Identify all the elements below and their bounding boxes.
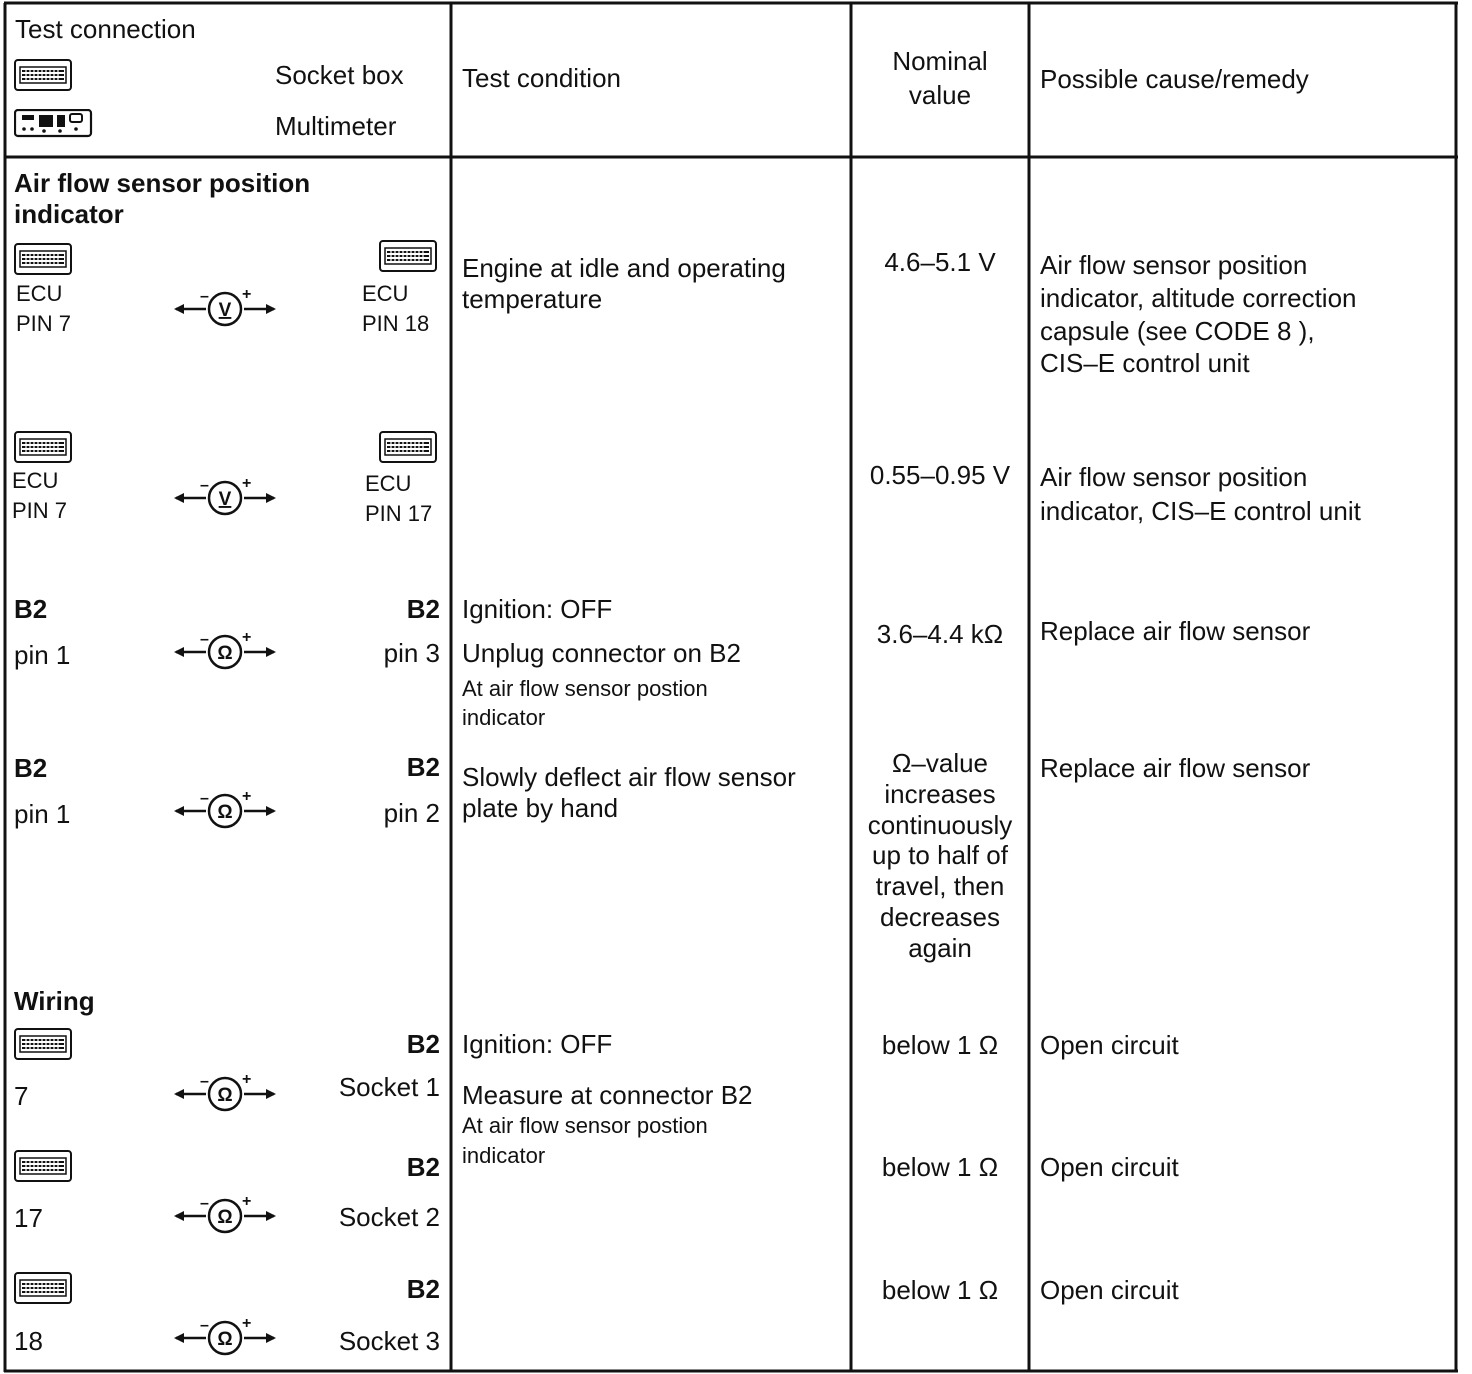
svg-text:Ω: Ω xyxy=(217,1085,233,1106)
socket-box-icon xyxy=(379,240,439,274)
row4-nominal-1: Ω–value xyxy=(891,748,989,778)
row1-cause-1: Air flow sensor position xyxy=(1040,250,1308,280)
wiring-condition-small-1: At air flow sensor postion xyxy=(462,1113,708,1138)
wiring3-right-top: B2 xyxy=(406,1274,440,1304)
row2-left-label2: PIN 7 xyxy=(12,498,68,523)
ohmmeter-probe-icon xyxy=(174,791,278,831)
row4-nominal-7: again xyxy=(908,933,972,963)
header-possible-cause: Possible cause/remedy xyxy=(1040,64,1309,94)
row4-right-label1: B2 xyxy=(406,752,440,782)
row2-right-label2: PIN 17 xyxy=(365,501,433,526)
row1-left-label2: PIN 7 xyxy=(16,311,72,336)
row4-nominal-6: decreases xyxy=(880,902,1000,932)
header-test-connection: Test connection xyxy=(15,14,196,44)
wiring3-cause: Open circuit xyxy=(1040,1275,1179,1305)
row3-right-label2: pin 3 xyxy=(383,638,440,668)
ohmmeter-probe-icon xyxy=(174,632,278,672)
legend-socket-box: Socket box xyxy=(275,60,404,90)
wiring1-right-bottom: Socket 1 xyxy=(338,1072,440,1102)
row3-right-label1: B2 xyxy=(406,594,440,624)
row3-condition-2: Unplug connector on B2 xyxy=(462,638,741,668)
row1-right-label2: PIN 18 xyxy=(362,311,430,336)
row4-right-label2: pin 2 xyxy=(383,798,440,828)
wiring1-right-top: B2 xyxy=(406,1029,440,1059)
section-wiring-title: Wiring xyxy=(14,986,95,1016)
row4-nominal-4: up to half of xyxy=(872,840,1008,870)
wiring-condition-1: Ignition: OFF xyxy=(462,1029,613,1059)
row3-condition-small-1: At air flow sensor postion xyxy=(462,676,708,701)
row1-condition-line1: Engine at idle and operating xyxy=(462,253,786,283)
row1-left-label1: ECU xyxy=(16,281,63,306)
wiring1-nominal: below 1 Ω xyxy=(881,1030,999,1060)
wiring3-right-bottom: Socket 3 xyxy=(338,1326,440,1356)
socket-box-icon xyxy=(14,59,74,93)
row2-cause-2: indicator, CIS–E control unit xyxy=(1040,496,1361,526)
wiring3-nominal: below 1 Ω xyxy=(881,1275,999,1305)
voltmeter-probe-icon xyxy=(174,289,278,329)
row1-right-label1: ECU xyxy=(362,281,409,306)
row1-condition-line2: temperature xyxy=(462,284,603,314)
row4-nominal-2: increases xyxy=(884,779,996,809)
wiring1-left: 7 xyxy=(14,1081,29,1111)
socket-box-icon xyxy=(14,1272,74,1306)
row3-condition-small-2: indicator xyxy=(462,705,546,730)
row3-cause: Replace air flow sensor xyxy=(1040,616,1311,646)
row4-nominal-5: travel, then xyxy=(875,871,1005,901)
multimeter-icon xyxy=(14,109,94,139)
svg-text:Ω: Ω xyxy=(217,1329,233,1350)
row4-left-label1: B2 xyxy=(14,753,48,783)
row3-left-label2: pin 1 xyxy=(14,640,71,670)
row4-left-label2: pin 1 xyxy=(14,799,71,829)
wiring3-left: 18 xyxy=(14,1326,43,1356)
wiring2-nominal: below 1 Ω xyxy=(881,1152,999,1182)
legend-multimeter: Multimeter xyxy=(275,111,397,141)
socket-box-icon xyxy=(14,1150,74,1184)
row4-condition-2: plate by hand xyxy=(462,793,619,823)
wiring-condition-small-2: indicator xyxy=(462,1143,546,1168)
row3-left-label1: B2 xyxy=(14,594,48,624)
socket-box-icon xyxy=(14,431,74,465)
row2-cause-1: Air flow sensor position xyxy=(1040,462,1308,492)
svg-text:V: V xyxy=(218,300,232,321)
row4-condition-1: Slowly deflect air flow sensor xyxy=(462,762,796,792)
voltmeter-probe-icon xyxy=(174,478,278,518)
row1-nominal: 4.6–5.1 V xyxy=(884,247,996,277)
svg-text:Ω: Ω xyxy=(217,802,233,823)
header-test-condition: Test condition xyxy=(462,63,621,93)
svg-text:Ω: Ω xyxy=(217,643,233,664)
ohmmeter-probe-icon xyxy=(174,1196,278,1236)
row3-nominal: 3.6–4.4 kΩ xyxy=(876,619,1004,649)
row2-nominal: 0.55–0.95 V xyxy=(869,460,1011,490)
row4-cause: Replace air flow sensor xyxy=(1040,753,1311,783)
wiring1-cause: Open circuit xyxy=(1040,1030,1179,1060)
wiring2-right-top: B2 xyxy=(406,1152,440,1182)
socket-box-icon xyxy=(379,431,439,465)
header-nominal-value-2: value xyxy=(908,80,972,110)
wiring-condition-2: Measure at connector B2 xyxy=(462,1080,753,1110)
row1-cause-4: CIS–E control unit xyxy=(1040,348,1250,378)
header-nominal-value-1: Nominal xyxy=(892,46,988,76)
section-title-line2: indicator xyxy=(14,199,124,229)
section-title-line1: Air flow sensor position xyxy=(14,168,311,198)
wiring2-cause: Open circuit xyxy=(1040,1152,1179,1182)
ohmmeter-probe-icon xyxy=(174,1074,278,1114)
row1-cause-2: indicator, altitude correction xyxy=(1040,283,1357,313)
socket-box-icon xyxy=(14,1028,74,1062)
row4-nominal-3: continuously xyxy=(867,810,1013,840)
row1-cause-3: capsule (see CODE 8 ), xyxy=(1040,316,1315,346)
row2-left-label1: ECU xyxy=(12,468,59,493)
socket-box-icon xyxy=(14,243,74,277)
svg-text:V: V xyxy=(218,489,232,510)
ohmmeter-probe-icon xyxy=(174,1318,278,1358)
row3-condition-1: Ignition: OFF xyxy=(462,594,613,624)
svg-text:Ω: Ω xyxy=(217,1207,233,1228)
wiring2-left: 17 xyxy=(14,1203,43,1233)
wiring2-right-bottom: Socket 2 xyxy=(338,1202,440,1232)
row2-right-label1: ECU xyxy=(365,471,412,496)
